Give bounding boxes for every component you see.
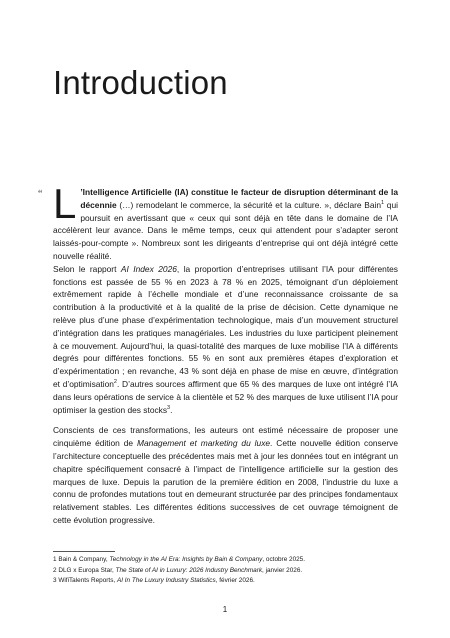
- footnote-1-italic: Technology in the AI Era: Insights by Bain & Company: [109, 556, 263, 563]
- footnote-ref-3[interactable]: 3: [167, 404, 171, 411]
- footnote-3-text-a: WifiTalents Reports,: [58, 577, 117, 584]
- footnote-ref-2[interactable]: 2: [113, 379, 117, 386]
- footnote-2: [53, 566, 398, 577]
- paragraph-1: [53, 180, 398, 263]
- page-number: 1: [222, 605, 228, 614]
- paragraph-2-text-c: . D’autres sources affirment que 65 % des marques de luxe ont intégré l’IA dans leurs opérations de service à la clientèle et 52 % des marques de luxe utilisent l’IA pour optimiser la gestion des stocks: [53, 378, 398, 415]
- paragraph-1-bold: ’Intelligence Artificielle (IA) constitue le facteur de disruption déterminant de la décennie: [80, 187, 398, 210]
- paragraph-3: [53, 424, 398, 526]
- footnote-3: [53, 576, 398, 587]
- footnote-3-text-b: , février 2026.: [215, 577, 255, 584]
- footnote-2-italic: The State of AI in Luxury: 2026 Industry Benchmark: [115, 566, 263, 574]
- footnote-3-number: 3: [53, 577, 57, 584]
- footnote-1-text-a: Bain & Company,: [58, 556, 110, 563]
- footnote-ref-1[interactable]: 1: [381, 200, 385, 206]
- paragraph-3-text-b: . Cette nouvelle édition conserve l’architecture conceptuelle des précédentes mais met à jour les données tout en intégrant un chapitre spécifiquement consacré à l’impact de l’intelligence artificielle sur la gestion des marques de luxe. Depuis la parution de la première édition en 2008, l’industrie du luxe a connu de profondes mutations tout en demeurant structurée par des principes fondamentaux relativement stables. Les différentes éditions successives de cet ouvrage témoignent de cette évolution progressive.: [53, 438, 398, 525]
- paragraph-3-text-a: Conscients de ces transformations, les auteurs ont estimé nécessaire de proposer une cinquième édition de: [53, 425, 398, 449]
- footnote-1-text-b: , octobre 2025.: [262, 556, 306, 563]
- page-title: Introduction: [53, 64, 228, 102]
- paragraph-2-text-b: , la proportion d’entreprises utilisant l’IA pour différentes fonctions est passée de 55 % en 2023 à 78 % en 2025, témoignant d’un déploiement extrêmement rapide à l’échelle mondiale et d’une reconnaissance croissante de sa contribution à la productivité et à la qualité de la prise de décision. Cette dynamique ne relève plus d’une phase d’expérimentation technologique, mais d’un mouvement structurel d’intégration dans les pratiques managériales. Les industries du luxe participent pleinement à ce mouvement. Aujourd’hui, la quasi-totalité des marques de luxe mobilise l’IA à différents degrés pour différentes fonctions. 55 % en sont aux premières étapes d’exploration et d’expérimentation ; en revanche, 43 % sont déjà en phase de mise en œuvre, d’intégration et d’optimisation: [53, 263, 398, 389]
- footnote-1: [53, 555, 398, 566]
- paragraph-2: [53, 263, 398, 417]
- paragraph-2-italic: AI Index 2026: [120, 263, 177, 274]
- paragraph-2-text-d: .: [170, 404, 173, 415]
- opening-quote-mark: “: [38, 189, 43, 200]
- footnote-3-italic: AI In The Luxury Industry Statistics: [116, 577, 216, 584]
- footnote-2-number: 2: [53, 566, 57, 574]
- paragraph-1-text-b: qui poursuit en avertissant que « ceux qui sont déjà en tête dans le domaine de l’IA accélèrent leur avance. Dans le même temps, ceux qui attendent pour s’adapter seront laissés-pour-compte ». Nombreux sont les dirigeants d’entreprise qui ont déjà intégré cette nouvelle réalité.: [53, 199, 398, 261]
- footnote-2-text-a: DLG x Europa Star,: [58, 566, 116, 574]
- paragraph-3-italic: Management et marketing du luxe: [136, 438, 271, 449]
- body-text: [53, 180, 398, 527]
- paragraph-2-text-a: Selon le rapport: [53, 263, 121, 274]
- footnotes: [53, 555, 398, 587]
- footnote-2-text-b: , janvier 2026.: [262, 566, 303, 574]
- footnote-1-number: 1: [53, 556, 57, 563]
- drop-cap: L: [53, 180, 77, 227]
- paragraph-1-text-a: (…) remodelant le commerce, la sécurité et la culture. », déclare Bain: [116, 199, 382, 210]
- footnote-divider: [53, 551, 115, 552]
